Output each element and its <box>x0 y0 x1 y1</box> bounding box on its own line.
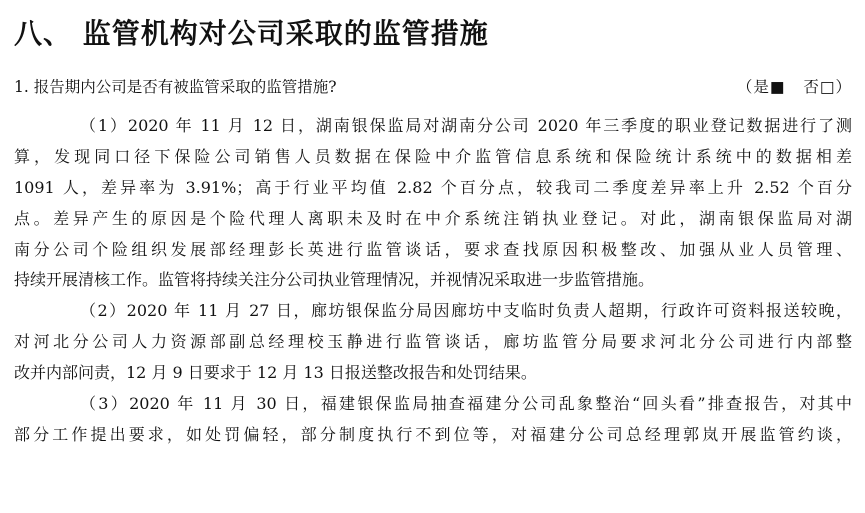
paragraph-line: 1091 人，差异率为 3.91%；高于行业平均值 2.82 个百分点，较我司二季度差异率上升 2.52 个百分 <box>14 177 852 197</box>
no-label: 否 <box>803 78 820 96</box>
answer-close-paren: ） <box>835 78 852 96</box>
paragraph-line: 点。差异产生的原因是个险代理人离职未及时在中介系统注销执业登记。对此，湖南银保监局对湖 <box>14 208 852 228</box>
paragraph-line: 对河北分公司人力资源部副总经理校玉静进行监管谈话，廊坊监管分局要求河北分公司进行内部整 <box>14 332 852 352</box>
paragraph-line: （3）2020 年 11 月 30 日，福建银保监局抽查福建分公司乱象整治“回头看”排查报告，对其中 <box>80 394 852 414</box>
yes-label: 是 <box>753 78 770 96</box>
paragraph-line: 持续开展清核工作。监管将持续关注分公司执业管理情况，并视情况采取进一步监管措施。 <box>14 270 655 290</box>
section-heading: 八、 监管机构对公司采取的监管措施 <box>14 17 489 50</box>
paragraph-line: 算，发现同口径下保险公司销售人员数据在保险中介监管信息系统和保险统计系统中的数据相差 <box>14 146 852 166</box>
paragraph-line: 部分工作提出要求，如处罚偏轻，部分制度执行不到位等，对福建分公司总经理郭岚开展监管约谈， <box>14 424 852 444</box>
question-row <box>14 74 852 100</box>
paragraph-line: 改并内部问责，12 月 9 日要求于 12 月 13 日报送整改报告和处罚结果。 <box>14 363 537 383</box>
question-text: 1. 报告期内公司是否有被监管采取的监管措施? <box>14 78 337 96</box>
yes-checked-box-icon: ■ <box>769 78 786 96</box>
answer-spacer <box>786 78 804 96</box>
answer-indicator <box>737 74 852 100</box>
measure-paragraph-1 <box>14 111 852 296</box>
paragraph-line: 南分公司个险组织发展部经理彭长英进行监管谈话，要求查找原因积极整改、加强从业人员管理、 <box>14 239 852 259</box>
paragraph-line: （1）2020 年 11 月 12 日，湖南银保监局对湖南分公司 2020 年三季度的职业登记数据进行了测 <box>80 116 852 135</box>
answer-open-paren: （ <box>736 78 754 96</box>
no-unchecked-box-icon: □ <box>819 78 836 96</box>
measure-paragraph-3 <box>14 389 852 451</box>
paragraph-line: （2）2020 年 11 月 27 日，廊坊银保监分局因廊坊中支临时负责人超期，行政许可资料报送较晚， <box>80 301 852 321</box>
measures-body <box>14 111 852 451</box>
measure-paragraph-2 <box>14 296 852 389</box>
